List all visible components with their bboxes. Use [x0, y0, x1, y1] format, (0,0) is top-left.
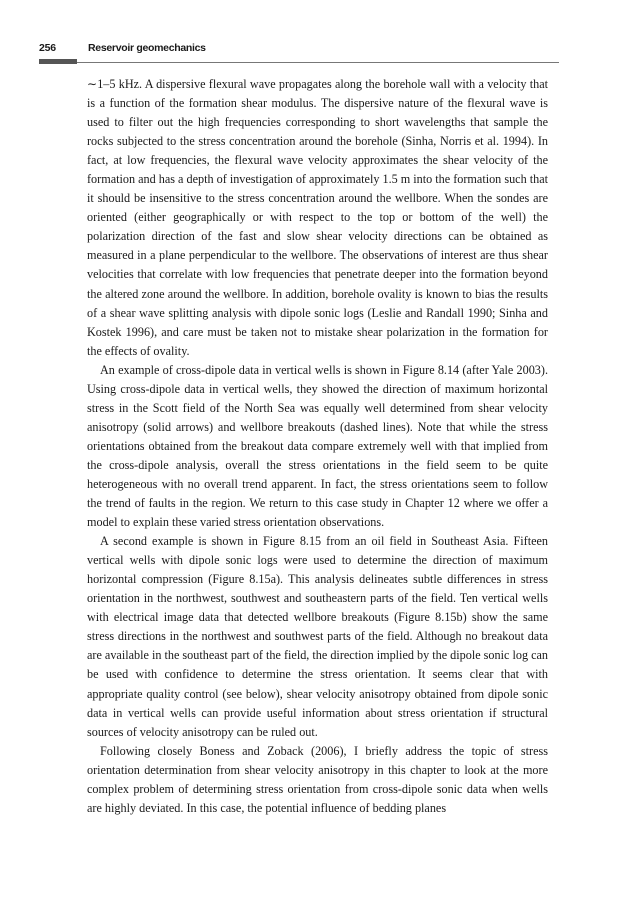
page-number: 256: [39, 42, 56, 54]
running-title: Reservoir geomechanics: [88, 42, 206, 54]
header-rule-accent: [39, 59, 77, 64]
paragraph-3: A second example is shown in Figure 8.15 from an oil field in Southeast Asia. Fifteen vertical wells with dipole sonic logs were used to determine the direction of maximum horizontal compression (Figure 8.15a). This analysis delineates subtle differences in stress orientation in the northwest, southwest and southeastern parts of the field. Ten vertical wells with electrical image data that detected wellbore breakouts (Figure 8.15b) show the same stress directions in the northwest and southwest parts of the field. Although no breakout data are available in the southeast part of the field, the direction implied by the dipole sonic log can be used with confidence to determine the stress orientation. It seems clear that with appropriate quality control (see below), shear velocity anisotropy obtained from dipole sonic data in vertical wells can provide useful information about stress orientation if structural sources of velocity anisotropy can be ruled out.: [87, 534, 548, 739]
page-header: [39, 42, 560, 66]
body-text: [87, 75, 548, 818]
header-rule: [77, 62, 559, 63]
paragraph-2: An example of cross-dipole data in vertical wells is shown in Figure 8.14 (after Yale 2003). Using cross-dipole data in vertical wells, they showed the direction of maximum horizontal stress in the Scott field of the North Sea was equally well determined from shear velocity anisotropy (solid arrows) and wellbore breakouts (dashed lines). Note that while the stress orientations obtained from the breakout data compare extremely well with that implied from the cross-dipole analysis, overall the stress orientations in the field seem to be quite heterogeneous with no overall trend apparent. In fact, the stress orientations seem to follow the trend of faults in the region. We return to this case study in Chapter 12 where we offer a model to explain these varied stress orientation observations.: [87, 362, 548, 530]
paragraph-4: Following closely Boness and Zoback (2006), I briefly address the topic of stress orientation determination from shear velocity anisotropy in this chapter to look at the more complex problem of determining stress orientation from cross-dipole sonic data when wells are highly deviated. In this case, the potential influence of bedding planes: [87, 743, 548, 815]
paragraph-1: ∼1–5 kHz. A dispersive flexural wave propagates along the borehole wall with a velocity that is a function of the formation shear modulus. The dispersive nature of the flexural wave is used to filter out the high frequencies corresponding to short wavelengths that sample the rocks subjected to the stress concentration around the borehole (Sinha, Norris et al. 1994). In fact, at low frequencies, the flexural wave velocity approximates the shear velocity of the formation and has a depth of investigation of approximately 1.5 m into the formation such that it should be insensitive to the stress concentration around the wellbore. When the sondes are oriented (either geographically or with respect to the top or bottom of the well) the polarization direction of the fast and slow shear velocity directions can be obtained as measured in a plane perpendicular to the wellbore. The observations of interest are thus shear velocities that correlate with low frequencies that penetrate deeper into the formation beyond the altered zone around the wellbore. In addition, borehole ovality is known to bias the results of a shear wave splitting analysis with dipole sonic logs (Leslie and Randall 1990; Sinha and Kostek 1996), and care must be taken not to mistake shear polarization in the formation for the effects of ovality.: [87, 77, 548, 358]
